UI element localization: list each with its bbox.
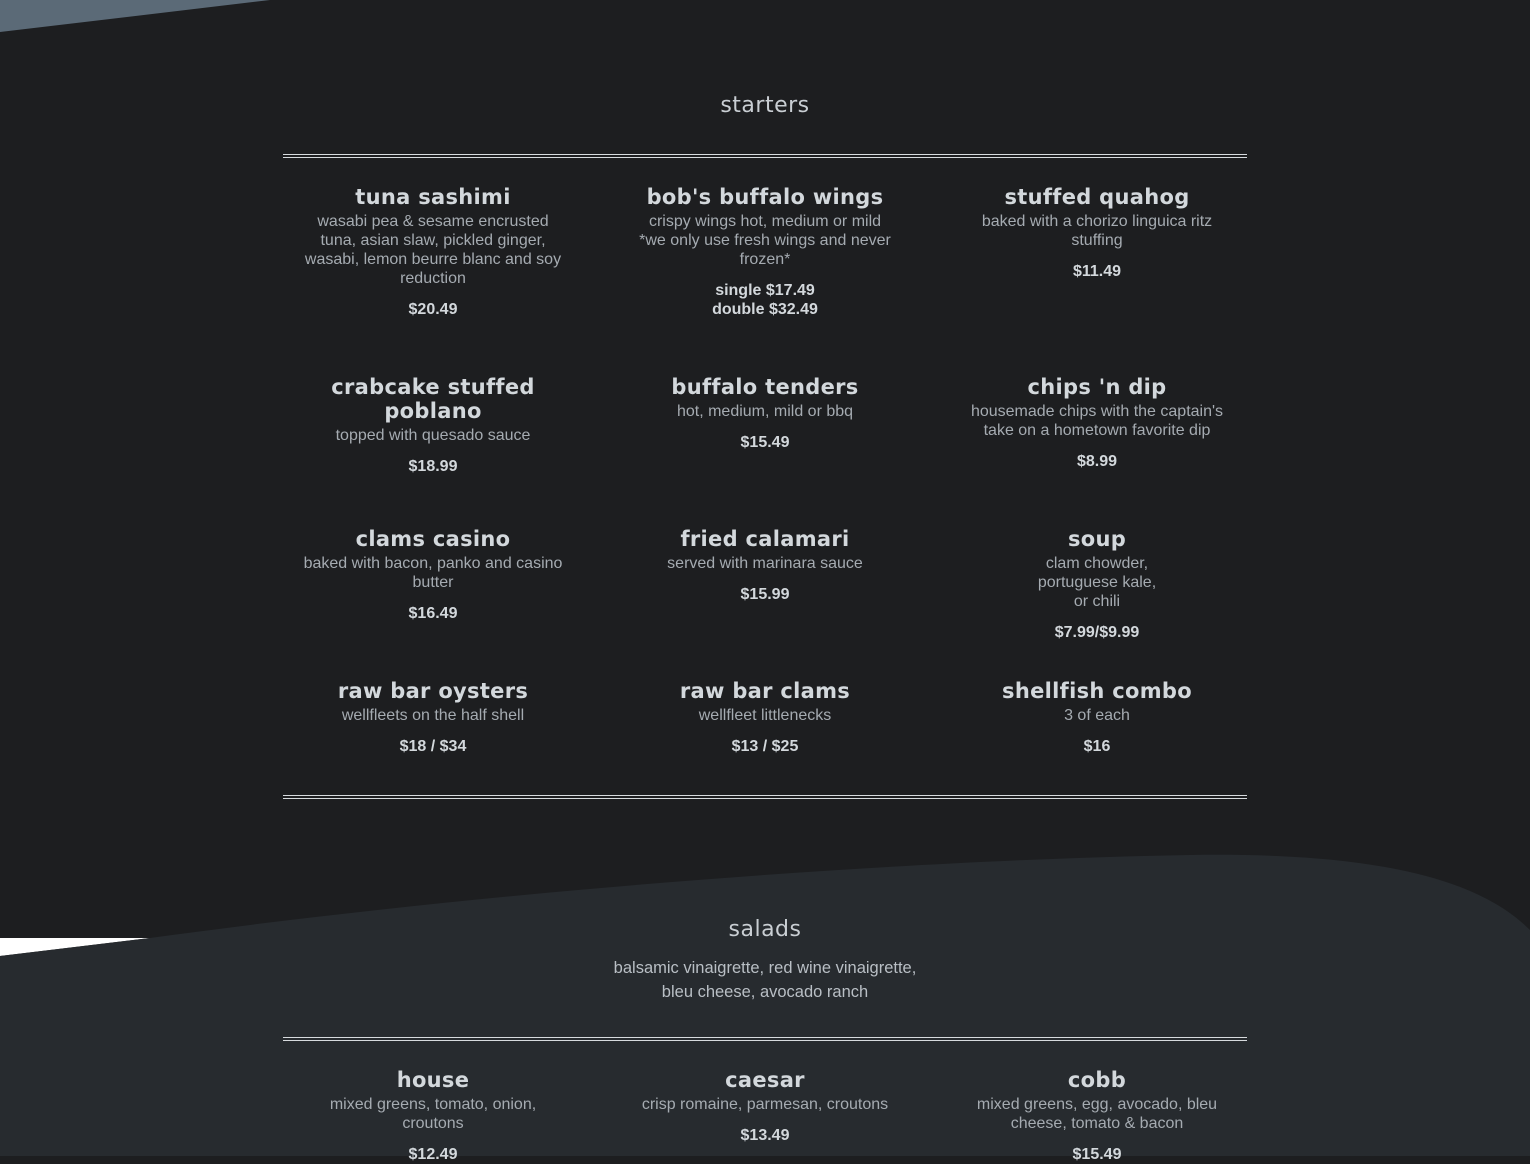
menu-item (947, 679, 1247, 799)
starters-menu-grid (283, 185, 1247, 799)
menu-item-description: crisp romaine, parmesan, croutons (641, 1096, 889, 1113)
menu-item-price: $15.49 (1072, 1146, 1122, 1163)
menu-item-description: hot, medium, mild or bbq (676, 403, 854, 420)
divider (283, 795, 1247, 799)
menu-item-price: $18 / $34 (399, 738, 467, 755)
menu-item-price: $20.49 (408, 301, 458, 318)
menu-item-name: bob's buffalo wings (646, 185, 884, 209)
menu-item-name: soup (1067, 527, 1127, 551)
menu-item-name: chips 'n dip (1027, 375, 1167, 399)
menu-item-name: shellfish combo (1002, 679, 1192, 703)
menu-item (283, 1068, 583, 1164)
menu-item-description: baked with bacon, panko and casino butter (303, 555, 563, 591)
menu-item-description: mixed greens, tomato, onion, croutons (329, 1096, 537, 1132)
menu-item (615, 1068, 915, 1164)
menu-item (283, 679, 583, 799)
menu-item-description: wellfleet littlenecks (698, 707, 832, 724)
menu-item (947, 1068, 1247, 1164)
menu-item-name: crabcake stuffed poblano (331, 375, 535, 423)
menu-item-description: 3 of each (1064, 707, 1130, 724)
menu-item-description: mixed greens, egg, avocado, bleu cheese, tomato & bacon (976, 1096, 1218, 1132)
menu-item-price: $15.49 (740, 434, 790, 451)
menu-item-description: served with marinara sauce (667, 555, 863, 572)
menu-item-price: $11.49 (1072, 263, 1122, 280)
menu-item-price: $16 (1083, 738, 1111, 755)
dressings-list (0, 956, 1530, 1004)
menu-item (615, 527, 915, 679)
dressings-line: bleu cheese, avocado ranch (661, 983, 869, 1001)
menu-item (283, 185, 583, 375)
menu-item-description: clam chowder, portuguese kale, or chili (1037, 555, 1157, 610)
menu-item-price: $8.99 (1076, 453, 1118, 470)
menu-item-description: wasabi pea & sesame encrusted tuna, asian slaw, pickled ginger, wasabi, lemon beurre blanc and soy reduction (304, 213, 562, 287)
menu-item-price: $18.99 (408, 458, 458, 475)
menu-item-price: $7.99/$9.99 (1054, 624, 1140, 641)
menu-item-price: $13 / $25 (731, 738, 799, 755)
menu-item-name: caesar (725, 1068, 805, 1092)
dressings-line: balsamic vinaigrette, red wine vinaigrette, (613, 959, 917, 977)
menu-item-name: tuna sashimi (355, 185, 511, 209)
menu-item (283, 375, 583, 527)
menu-item-name: fried calamari (680, 527, 850, 551)
menu-item-description: topped with quesado sauce (335, 427, 531, 444)
section-title: starters (720, 93, 810, 118)
menu-item-name: raw bar clams (679, 679, 851, 703)
menu-item-description: baked with a chorizo linguica ritz stuffing (981, 213, 1213, 249)
section-title: salads (728, 917, 802, 942)
menu-item-name: stuffed quahog (1004, 185, 1190, 209)
menu-item-name: house (396, 1068, 470, 1092)
divider (283, 154, 1247, 158)
menu-item-name: buffalo tenders (671, 375, 859, 399)
menu-item-description: wellfleets on the half shell (341, 707, 525, 724)
top-accent-wedge (0, 0, 270, 32)
salads-menu-grid (283, 1068, 1247, 1164)
menu-item-name: clams casino (355, 527, 511, 551)
menu-item-name: cobb (1067, 1068, 1127, 1092)
menu-item (947, 375, 1247, 527)
menu-item (947, 527, 1247, 679)
menu-item-description: housemade chips with the captain's take on a hometown favorite dip (970, 403, 1224, 439)
menu-item-price: $12.49 (408, 1146, 458, 1163)
menu-item-price: $15.99 (740, 586, 790, 603)
menu-item-name: raw bar oysters (337, 679, 529, 703)
menu-item-price: single $17.49 double $32.49 (712, 282, 818, 318)
menu-item-description: crispy wings hot, medium or mild *we only use fresh wings and never frozen* (639, 213, 891, 268)
menu-item (947, 185, 1247, 375)
menu-item (283, 527, 583, 679)
menu-item-price: $16.49 (408, 605, 458, 622)
menu-item (615, 375, 915, 527)
divider (283, 1037, 1247, 1041)
menu-item (615, 185, 915, 375)
menu-item (615, 679, 915, 799)
menu-item-price: $13.49 (740, 1127, 790, 1144)
